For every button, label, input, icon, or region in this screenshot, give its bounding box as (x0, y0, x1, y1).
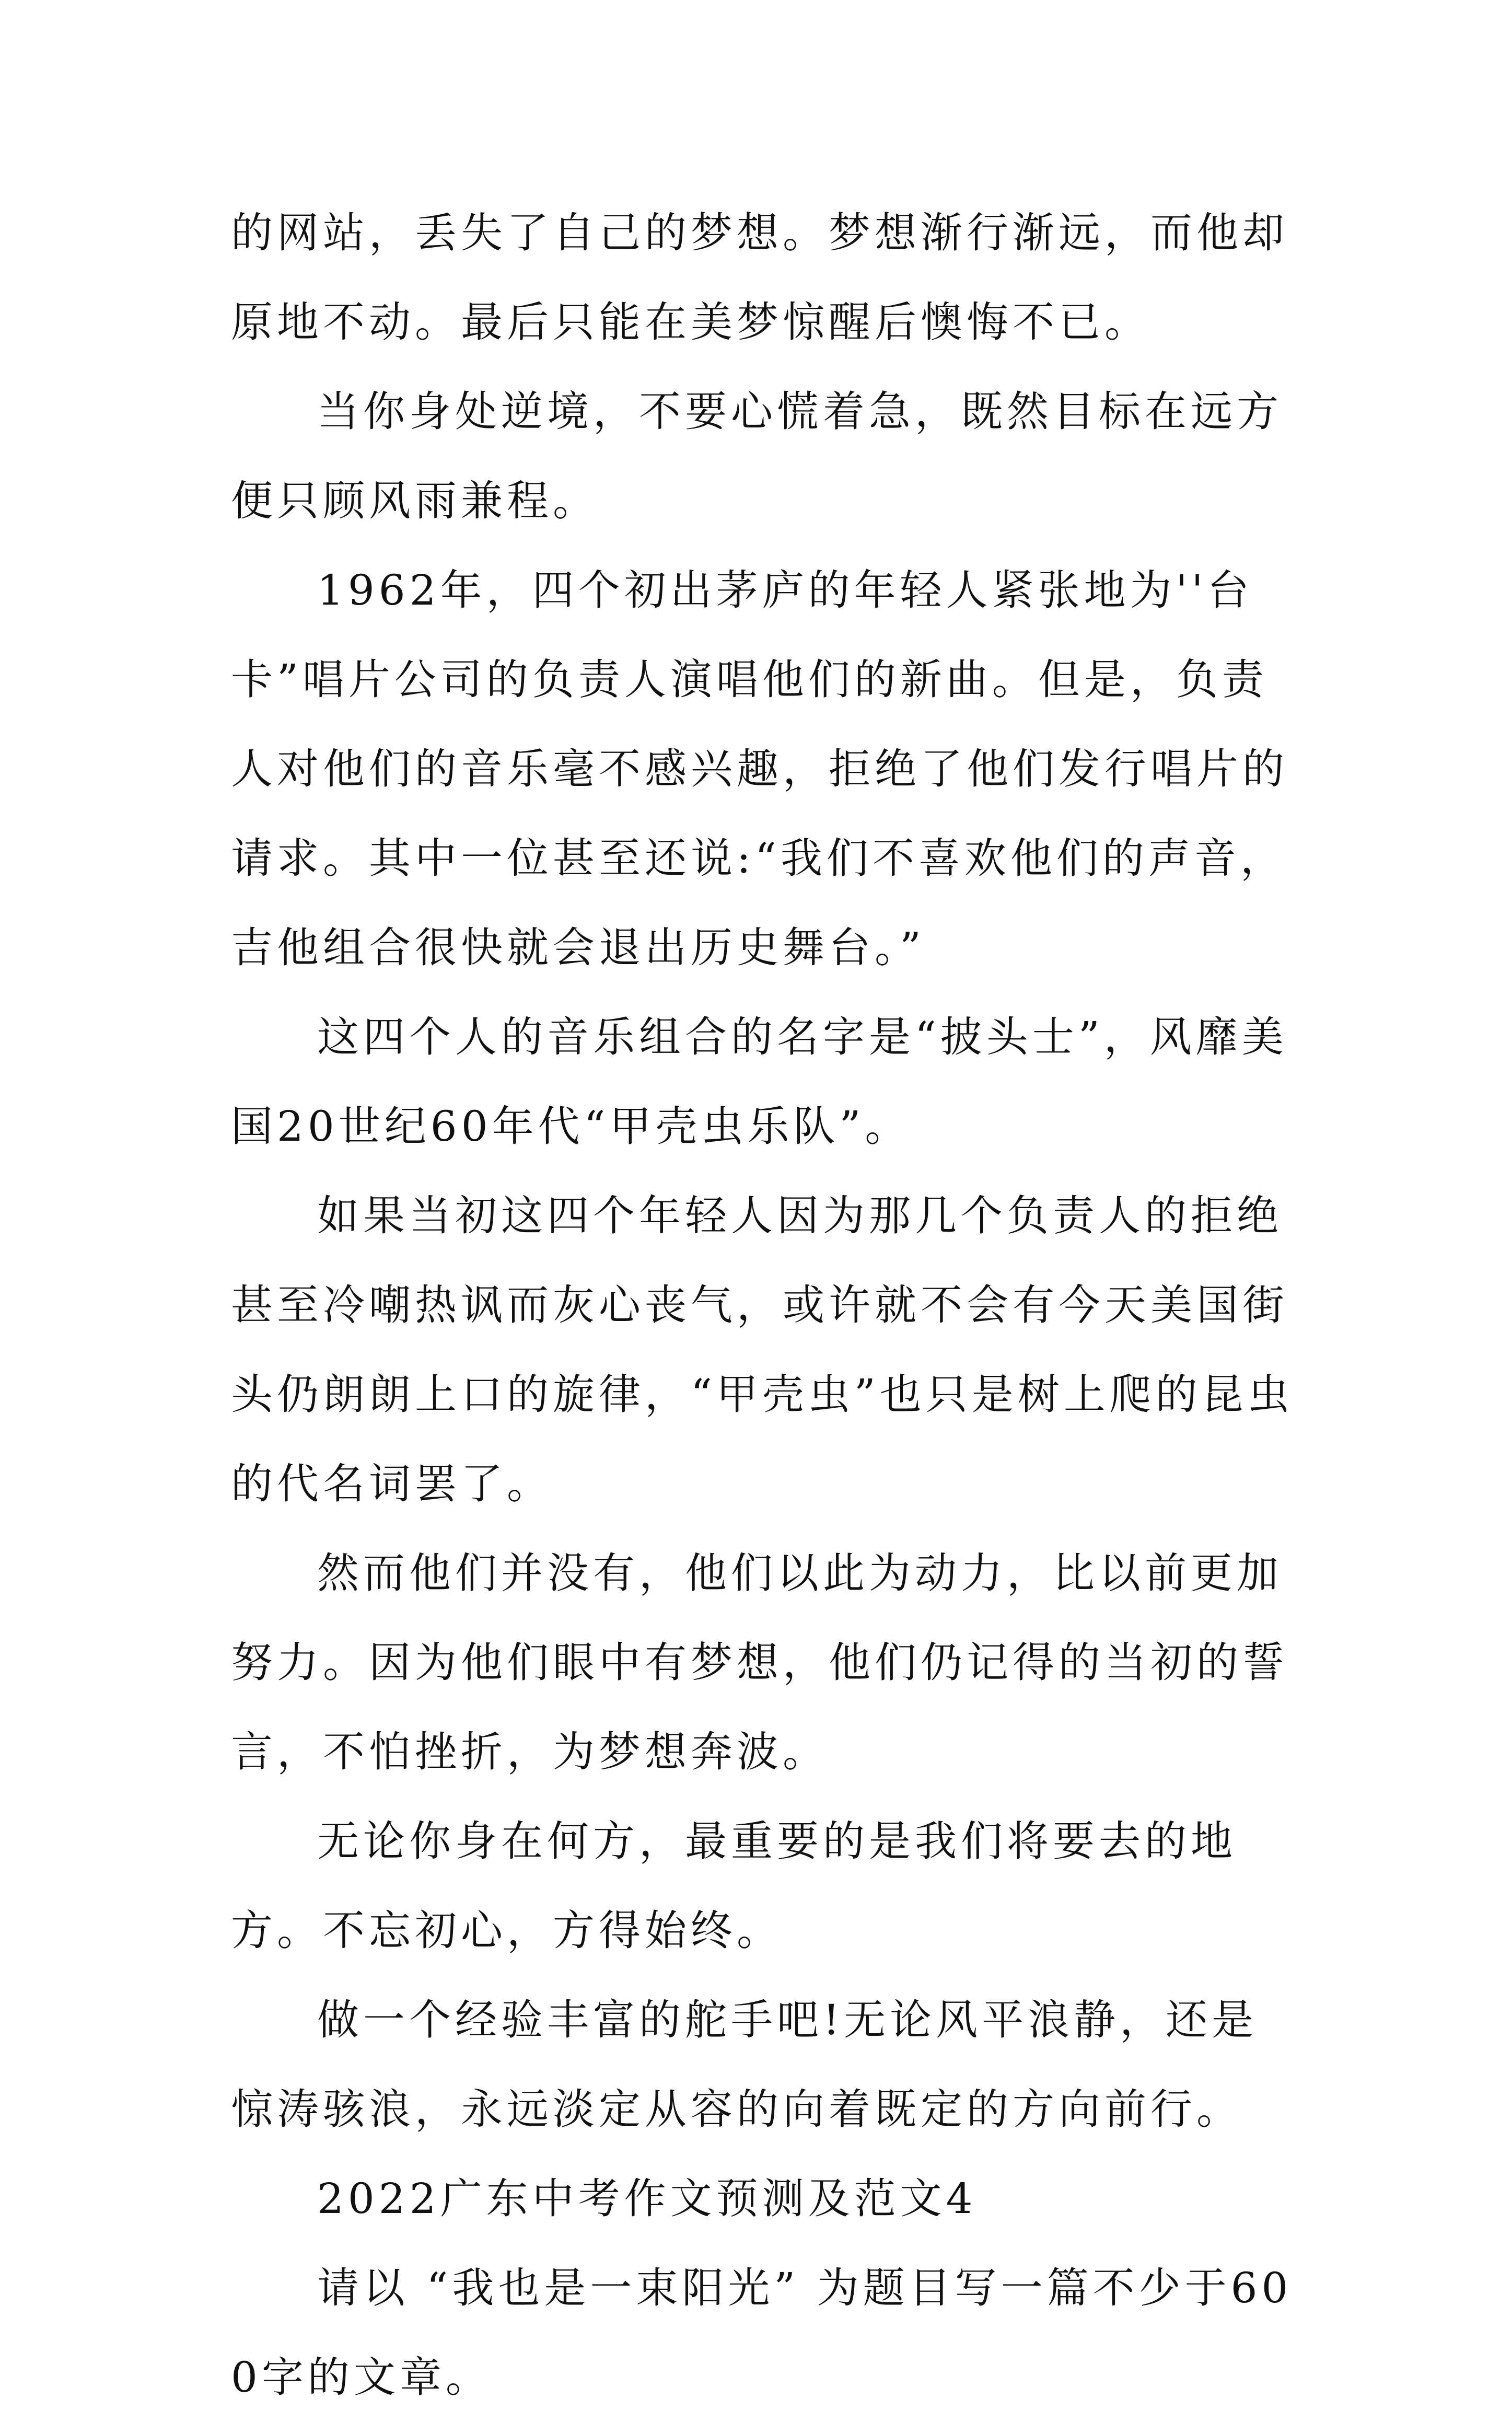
paragraph-original-intention: 无论你身在何方，最重要的是我们将要去的地方。不忘初心，方得始终。 (231, 1817, 1237, 1955)
paragraph-prompt: 请以 “我也是一束阳光” 为题目写一篇不少于600字的文章。 (231, 2264, 1293, 2402)
paragraph-beatles-name: 这四个人的音乐组合的名字是“披头士”，风靡美国20世纪60年代“甲壳虫乐队”。 (231, 1013, 1288, 1151)
paragraph-motivation: 然而他们并没有，他们以此为动力，比以前更加努力。因为他们眼中有梦想，他们仍记得的当初的誓言，不怕挫折，为梦想奔波。 (231, 1549, 1288, 1776)
paragraph-continuation: 的网站，丢失了自己的梦想。梦想渐行渐远，而他却原地不动。最后只能在美梦惊醒后懊悔不已。 (231, 208, 1288, 346)
paragraph-adversity: 当你身处逆境，不要心慌着急，既然目标在远方便只顾风雨兼程。 (231, 387, 1283, 525)
paragraph-if-discouraged: 如果当初这四个年轻人因为那几个负责人的拒绝甚至冷嘲热讽而灰心丧气，或许就不会有今天美国街头仍朗朗上口的旋律，“甲壳虫”也只是树上爬的昆虫的代名词罢了。 (231, 1191, 1294, 1508)
document-body (231, 188, 1302, 2422)
section-heading: 2022广东中考作文预测及范文4 (317, 2174, 977, 2223)
paragraph-1962-story: 1962年，四个初出茅庐的年轻人紧张地为''台卡”唱片公司的负责人演唱他们的新曲。但是，负责人对他们的音乐毫不感兴趣，拒绝了他们发行唱片的请求。其中一位甚至还说:“我们不喜欢他们的声音，吉他组合很快就会退出历史舞台。” (231, 566, 1288, 972)
paragraph-helmsman: 做一个经验丰富的舵手吧!无论风平浪静，还是惊涛骇浪，永远淡定从容的向着既定的方向前行。 (231, 1996, 1258, 2134)
